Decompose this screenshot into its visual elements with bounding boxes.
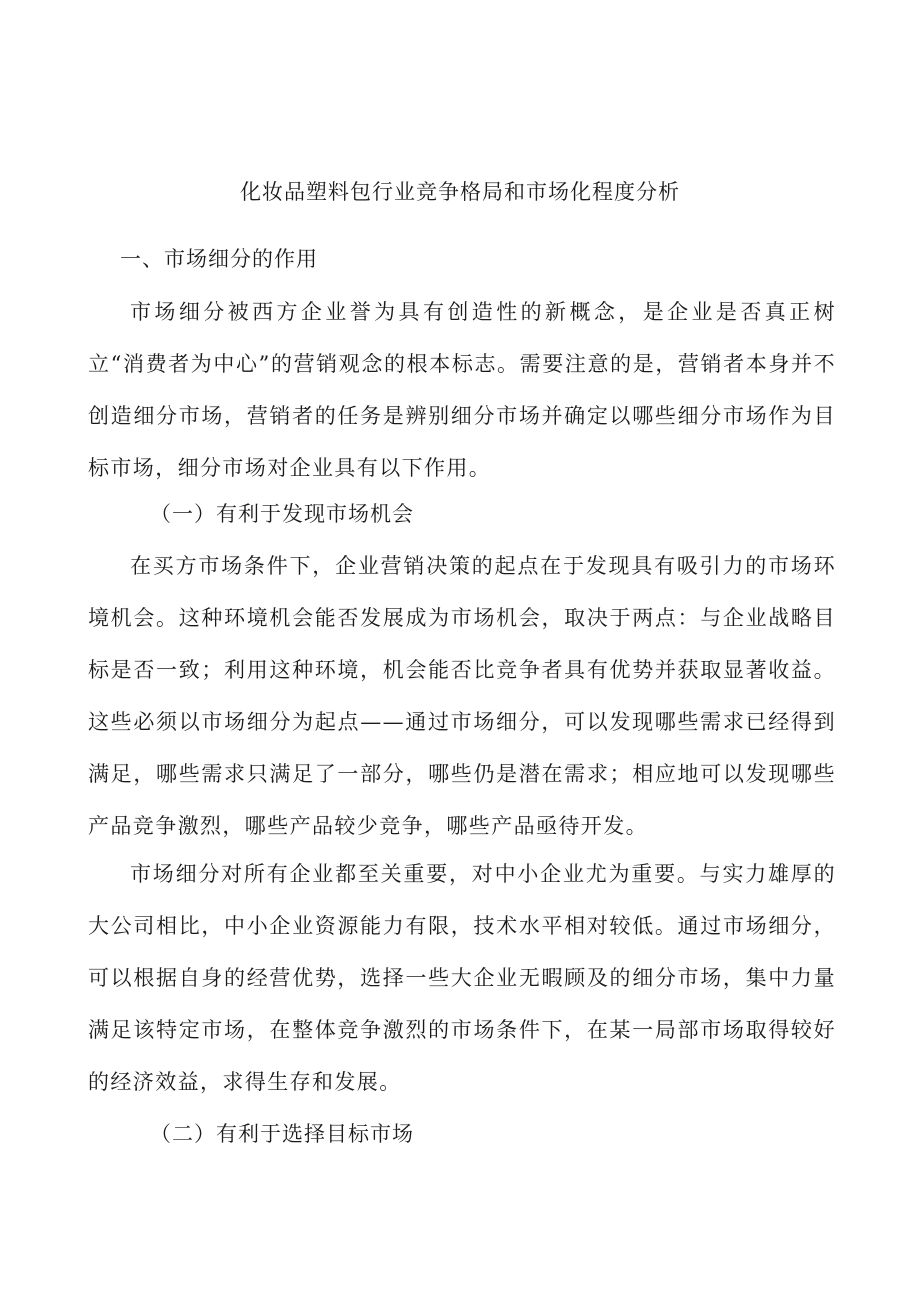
section-heading: 一、市场细分的作用	[120, 247, 318, 271]
subsection-heading-1: （一）有利于发现市场机会	[150, 502, 414, 526]
section-intro-paragraph: 市场细分被西方企业誉为具有创造性的新概念，是企业是否真正树立“消费者为中心”的营销观念的根本标志。需要注意的是，营销者本身并不创造细分市场，营销者的任务是辨别细分市场并确定以哪些细分市场作为目标市场，细分市场对企业具有以下作用。	[88, 300, 836, 480]
subsection-paragraph-1: 在买方市场条件下，企业营销决策的起点在于发现具有吸引力的市场环境机会。这种环境机会能否发展成为市场机会，取决于两点：与企业战略目标是否一致；利用这种环境，机会能否比竞争者具有优势并获取显著收益。这些必须以市场细分为起点——通过市场细分，可以发现哪些需求已经得到满足，哪些需求只满足了一部分，哪些仍是潜在需求；相应地可以发现哪些产品竞争激烈，哪些产品较少竞争，哪些产品亟待开发。	[88, 554, 836, 838]
subsection-paragraph-2: 市场细分对所有企业都至关重要，对中小企业尤为重要。与实力雄厚的大公司相比，中小企业资源能力有限，技术水平相对较低。通过市场细分，可以根据自身的经营优势，选择一些大企业无暇顾及的细分市场，集中力量满足该特定市场，在整体竞争激烈的市场条件下，在某一局部市场取得较好的经济效益，求得生存和发展。	[88, 862, 836, 1094]
subsection-heading-2: （二）有利于选择目标市场	[150, 1122, 414, 1146]
document-title: 化妆品塑料包行业竞争格局和市场化程度分析	[240, 180, 680, 204]
